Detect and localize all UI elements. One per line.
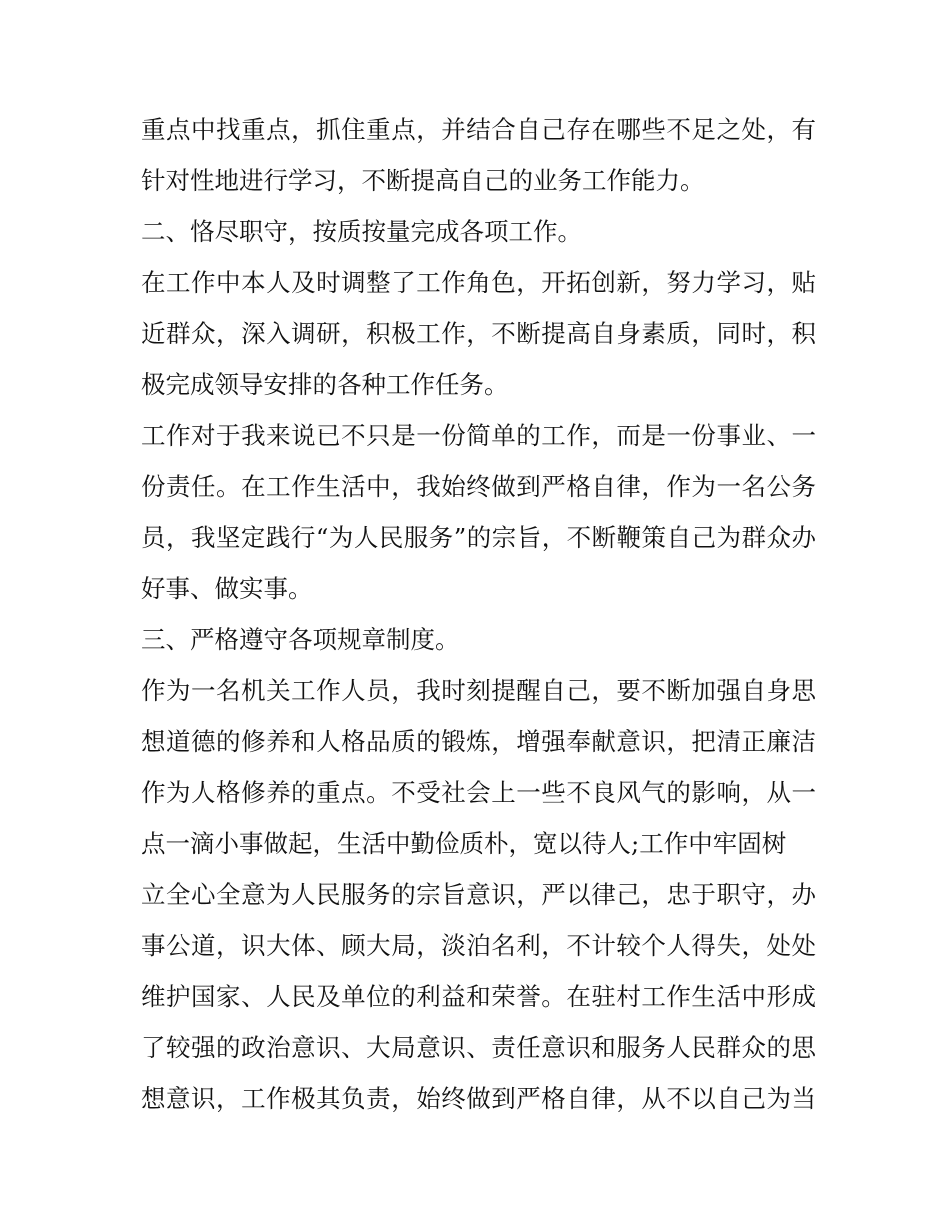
text-line: 点一滴小事做起，生活中勤俭质朴，宽以待人;工作中牢固树 <box>141 829 787 858</box>
text-line: 份责任。在工作生活中，我始终做到严格自律，作为一名公务 <box>141 472 816 501</box>
text-line: 针对性地进行学习，不断提高自己的业务工作能力。 <box>141 166 705 195</box>
text-line: 近群众，深入调研，积极工作，不断提高自身素质，同时，积 <box>141 319 816 348</box>
text-line: 事公道，识大体、顾大局，淡泊名利，不计较个人得失，处处 <box>141 931 816 960</box>
text-line: 在工作中本人及时调整了工作角色，开拓创新，努力学习，贴 <box>141 268 816 297</box>
document-body <box>141 104 816 1124</box>
text-line: 立全心全意为人民服务的宗旨意识，严以律己，忠于职守，办 <box>141 880 816 909</box>
text-line: 重点中找重点，抓住重点，并结合自己存在哪些不足之处，有 <box>141 115 816 144</box>
text-line: 了较强的政治意识、大局意识、责任意识和服务人民群众的思 <box>141 1033 816 1062</box>
text-line: 工作对于我来说已不只是一份简单的工作，而是一份事业、一 <box>141 421 816 450</box>
text-line: 员，我坚定践行“为人民服务”的宗旨，不断鞭策自己为群众办 <box>141 523 816 552</box>
text-line: 极完成领导安排的各种工作任务。 <box>141 370 509 399</box>
text-line: 作为一名机关工作人员，我时刻提醒自己，要不断加强自身思 <box>141 676 816 705</box>
text-line: 作为人格修养的重点。不受社会上一些不良风气的影响，从一 <box>141 778 816 807</box>
text-line: 维护国家、人民及单位的利益和荣誉。在驻村工作生活中形成 <box>141 982 816 1011</box>
section-heading: 二、恪尽职守，按质按量完成各项工作。 <box>141 217 582 246</box>
text-line: 想意识，工作极其负责，始终做到严格自律，从不以自己为当 <box>141 1084 816 1113</box>
text-line: 想道德的修养和人格品质的锻炼，增强奉献意识，把清正廉洁 <box>141 727 816 756</box>
text-line: 好事、做实事。 <box>141 574 313 603</box>
section-heading: 三、严格遵守各项规章制度。 <box>141 625 460 654</box>
